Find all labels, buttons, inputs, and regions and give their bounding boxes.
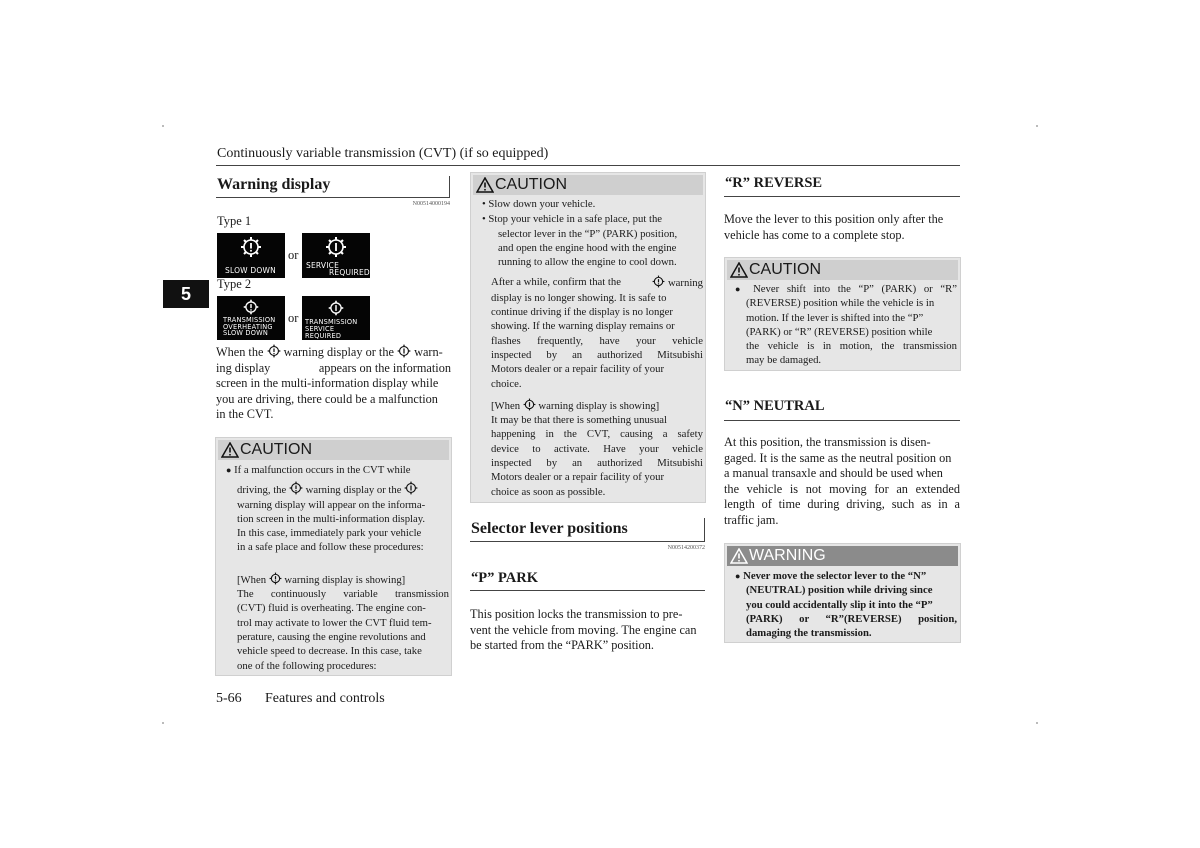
footer-chapter: Features and controls bbox=[265, 691, 385, 706]
warning-line: ● Never move the selector lever to the “N” bbox=[735, 570, 927, 582]
cvt-warning-icon bbox=[267, 344, 281, 358]
or-label: or bbox=[288, 311, 299, 325]
display-text: TRANSMISSION bbox=[223, 316, 276, 324]
running-header: Continuously variable transmission (CVT) (if so equipped) bbox=[217, 146, 549, 161]
reverse-paragraph: Move the lever to this position only after the vehicle has come to a complete stop. bbox=[724, 212, 944, 242]
caution-body bbox=[226, 463, 449, 673]
crop-mark bbox=[1036, 125, 1038, 127]
caution-line: • Stop your vehicle in a safe place, put the bbox=[482, 213, 663, 226]
caution-line: may be damaged. bbox=[746, 354, 822, 367]
caution-line: In this case, immediately park your vehicle bbox=[237, 527, 422, 540]
warning-title: WARNING bbox=[749, 547, 826, 564]
type1-label: Type 1 bbox=[217, 214, 252, 228]
warning-header bbox=[727, 546, 958, 566]
display-text: SERVICE bbox=[306, 261, 340, 270]
section-rule-tick bbox=[704, 518, 705, 541]
warning-line: (PARK) or “R”(REVERSE) position, bbox=[746, 612, 957, 625]
cvt-warning-icon bbox=[652, 275, 665, 288]
cvt-warning-icon bbox=[289, 481, 303, 495]
service-warning-icon bbox=[325, 236, 347, 258]
section-title-selector-lever: Selector lever positions bbox=[471, 520, 628, 537]
caution-box-reverse bbox=[724, 257, 961, 371]
warning-body bbox=[735, 569, 957, 640]
doc-code: N00514200372 bbox=[667, 545, 705, 551]
subsection-rule bbox=[724, 420, 960, 421]
chapter-tab: 5 bbox=[163, 280, 209, 308]
warning-box-neutral bbox=[724, 543, 961, 643]
subsection-title-reverse: “R” REVERSE bbox=[725, 175, 823, 191]
crop-mark bbox=[162, 722, 164, 724]
warning-triangle-icon bbox=[476, 177, 494, 193]
caution-header bbox=[727, 260, 958, 280]
subsection-title-park: “P” PARK bbox=[471, 570, 538, 586]
service-warning-icon bbox=[328, 300, 344, 316]
cvt-warning-icon bbox=[240, 236, 262, 258]
caution-line: driving, the warning display or the bbox=[226, 481, 449, 497]
service-warning-icon bbox=[397, 344, 411, 358]
caution-line: choice. bbox=[491, 377, 522, 390]
warning-line: (NEUTRAL) position while driving since bbox=[746, 584, 933, 597]
display-text: SERVICE REQUIRED bbox=[305, 325, 342, 340]
caution-line: choice as soon as possible. bbox=[491, 485, 606, 498]
caution-title: CAUTION bbox=[240, 441, 312, 458]
caution-line: (PARK) or “R” (REVERSE) position while bbox=[746, 325, 933, 338]
caution-line: • Slow down your vehicle. bbox=[482, 198, 596, 210]
caution-line: It may be that there is something unusual bbox=[491, 414, 668, 427]
caution-line: the vehicle is in motion, the transmission bbox=[746, 340, 957, 353]
caution-line: display is no longer showing. It is safe to bbox=[491, 291, 667, 304]
subsection-title-neutral: “N” NEUTRAL bbox=[725, 398, 825, 414]
warning-line: you could accidentally slip it into the “P” bbox=[746, 598, 933, 611]
caution-line: [When warning display is showing] bbox=[491, 399, 660, 412]
caution-line: Motors dealer or a repair facility of your bbox=[491, 363, 665, 376]
caution-line: showing. If the warning display remains or bbox=[491, 320, 675, 333]
subsection-rule bbox=[724, 196, 960, 197]
crop-mark bbox=[162, 125, 164, 127]
caution-title: CAUTION bbox=[749, 261, 821, 278]
caution-line: happening in the CVT, causing a safety bbox=[491, 428, 703, 441]
doc-code: N00514000194 bbox=[412, 201, 450, 207]
caution-line: tion screen in the multi-information display. bbox=[237, 512, 426, 525]
warning-triangle-icon bbox=[730, 548, 748, 564]
page-number: 5-66 bbox=[216, 691, 242, 706]
section-rule-tick bbox=[449, 176, 450, 197]
section-rule bbox=[470, 541, 705, 542]
caution-line: and open the engine hood with the engine bbox=[498, 241, 677, 254]
caution-line: (REVERSE) position while the vehicle is in bbox=[746, 297, 935, 310]
para-line: screen in the multi-information display while bbox=[216, 376, 439, 391]
header-rule bbox=[216, 165, 960, 166]
warning-triangle-icon bbox=[221, 442, 239, 458]
caution-title: CAUTION bbox=[495, 176, 567, 193]
caution-line: Motors dealer or a repair facility of your bbox=[491, 471, 665, 484]
section-rule bbox=[216, 197, 450, 198]
caution-line: [When warning display is showing] bbox=[237, 573, 406, 586]
caution-line: The continuously variable transmission (CVT) fluid is overheating. The engine con- trol may activate to lower the CVT fluid tem- perature, causing the engine revolutions and vehicle speed to decrease. In this case, take one of the following procedures: bbox=[237, 588, 449, 672]
caution-line: ● If a malfunction occurs in the CVT while bbox=[226, 464, 411, 476]
para-line: in the CVT. bbox=[216, 407, 274, 422]
display-slow-down bbox=[217, 233, 285, 278]
bullet-icon: ● bbox=[226, 465, 232, 475]
display-text: TRANSMISSION bbox=[305, 318, 358, 326]
caution-line: in a safe place and follow these procedures: bbox=[237, 541, 424, 554]
bullet-icon: ● bbox=[735, 571, 741, 581]
caution-line: warning display will appear on the informa- bbox=[237, 498, 426, 511]
service-warning-icon bbox=[523, 398, 536, 411]
park-paragraph: This position locks the transmission to pre- vent the vehicle from moving. The engine can be started from the “PARK” position. bbox=[470, 607, 697, 653]
display-transmission-overheating bbox=[217, 296, 285, 340]
caution-header bbox=[218, 440, 449, 460]
warning-triangle-icon bbox=[730, 262, 748, 278]
display-text: SLOW DOWN bbox=[223, 329, 268, 337]
section-title-warning-display: Warning display bbox=[217, 176, 331, 193]
caution-body bbox=[735, 282, 958, 368]
bullet-icon: ● bbox=[735, 284, 746, 294]
caution-line: running to allow the engine to cool down. bbox=[498, 256, 677, 269]
caution-header bbox=[473, 175, 703, 195]
para-line: you are driving, there could be a malfunction bbox=[216, 391, 438, 406]
caution-box-malfunction bbox=[215, 437, 452, 676]
caution-line: motion. If the lever is shifted into the “P” bbox=[746, 311, 924, 324]
cvt-warning-icon bbox=[269, 572, 282, 585]
warning-display-paragraph bbox=[216, 344, 451, 423]
crop-mark bbox=[1036, 722, 1038, 724]
caution-line: device to activate. Have your vehicle bbox=[491, 442, 703, 455]
display-text: SLOW DOWN bbox=[225, 266, 276, 275]
caution-line: inspected by an authorized Mitsubishi bbox=[491, 457, 703, 470]
display-text: REQUIRED bbox=[329, 268, 370, 277]
cvt-warning-icon bbox=[243, 299, 259, 315]
caution-line: flashes frequently, have your vehicle bbox=[491, 334, 703, 347]
caution-line: continue driving if the display is no longer bbox=[491, 306, 673, 319]
caution-body bbox=[482, 197, 703, 499]
service-warning-icon bbox=[404, 481, 418, 495]
caution-line: inspected by an authorized Mitsubishi bbox=[491, 348, 703, 361]
caution-line: After a while, confirm that the warning bbox=[491, 276, 703, 290]
caution-box-overheat-steps bbox=[470, 172, 706, 503]
or-label: or bbox=[288, 248, 299, 262]
caution-line: selector lever in the “P” (PARK) position, bbox=[498, 227, 678, 240]
neutral-paragraph: At this position, the transmission is disen- gaged. It is the same as the neutral position on a manual transaxle and should be used when the vehicle is not moving for an extended length of time during driving, such as in a traffic jam. bbox=[724, 435, 960, 527]
para-line: When the warning display or the warn- bbox=[216, 345, 443, 359]
display-text: OVERHEATING bbox=[223, 322, 273, 331]
display-transmission-service-required bbox=[302, 296, 370, 340]
para-line: ing display appears on the information bbox=[216, 360, 451, 375]
type2-label: Type 2 bbox=[217, 277, 252, 291]
subsection-rule bbox=[470, 590, 705, 591]
caution-line: ● Never shift into the “P” (PARK) or “R” bbox=[735, 283, 958, 295]
warning-line: damaging the transmission. bbox=[746, 627, 872, 640]
display-service-required bbox=[302, 233, 370, 278]
